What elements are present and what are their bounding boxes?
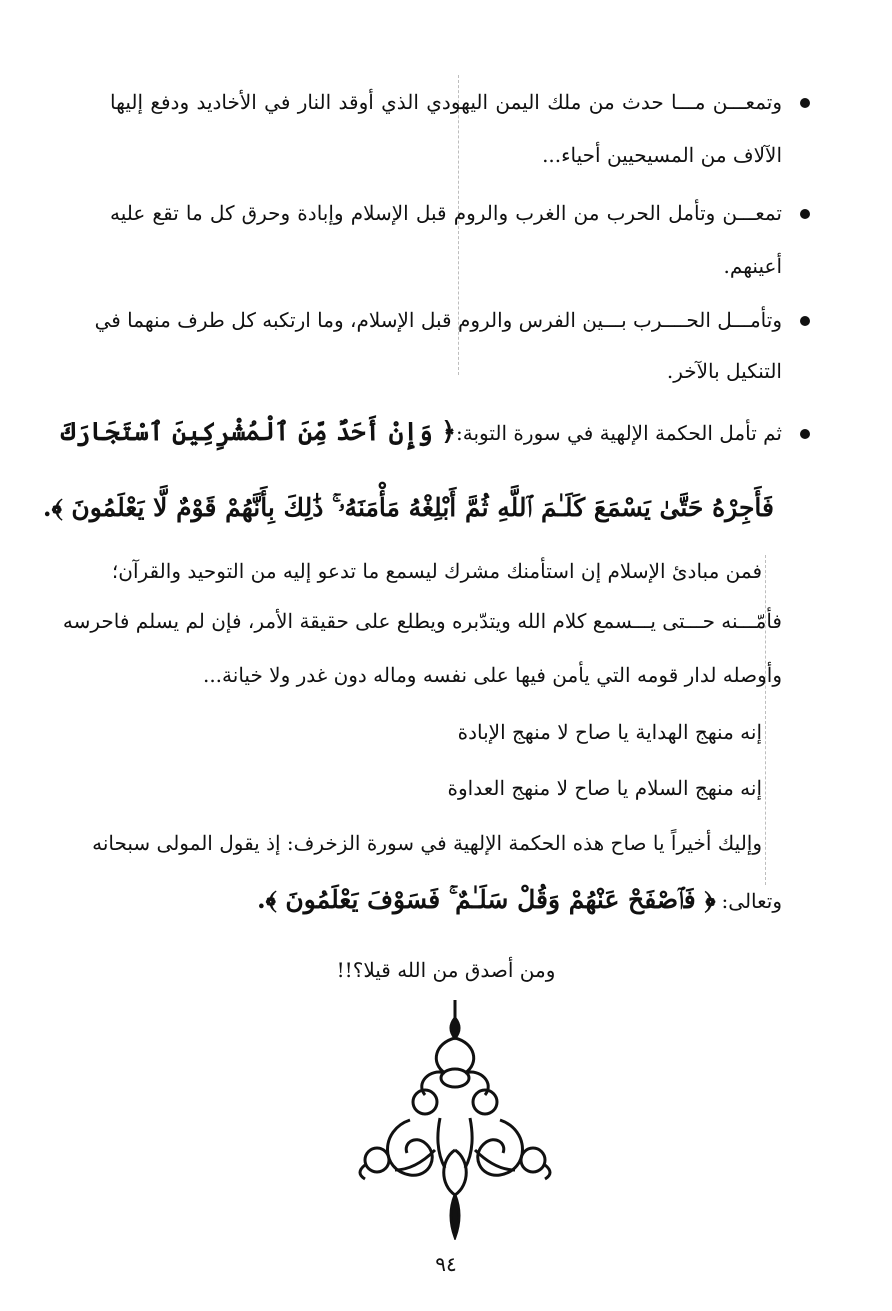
bullet-dot xyxy=(800,429,810,439)
bullet-dot xyxy=(800,209,810,219)
bullet-dot xyxy=(800,98,810,108)
paragraph-line: وتأمـــل الحــــرب بـــين الفرس والروم قبل الإسلام، وما ارتكبه كل طرف منهما في xyxy=(94,308,782,332)
paragraph-line: فمن مبادئ الإسلام إن استأمنك مشرك ليسمع ما تدعو إليه من التوحيد والقرآن؛ xyxy=(111,559,762,583)
paragraph-line: وإليك أخيراً يا صاح هذه الحكمة الإلهية في سورة الزخرف: إذ يقول المولى سبحانه xyxy=(92,831,762,855)
verse-intro-text: وتعالى: xyxy=(721,889,782,913)
paragraph-line: وأوصله لدار قومه التي يأمن فيها على نفسه وماله دون غدر ولا خيانة... xyxy=(202,663,782,687)
paragraph-line: فأمّـــنه حـــتى يـــسمع كلام الله ويتدّبره ويطلع على حقيقة الأمر، فإن لم يسلم فاحرسه xyxy=(62,609,782,633)
paragraph-line: تمعـــن وتأمل الحرب من الغرب والروم قبل الإسلام وإبادة وحرق كل ما تقع عليه xyxy=(110,201,782,225)
floral-ornament-icon xyxy=(355,1000,555,1240)
paragraph-line: الآلاف من المسيحيين أحياء... xyxy=(542,143,782,167)
paragraph-line: التنكيل بالآخر. xyxy=(666,359,782,383)
paragraph-line: إنه منهج الهداية يا صاح لا منهج الإبادة xyxy=(457,720,762,744)
verse-intro-line xyxy=(110,880,782,920)
bullet-dot xyxy=(800,316,810,326)
quran-verse: ﴿ وَإِنْ أَحَدٌ مِّنَ ٱلْمُشْرِكِينَ ٱسْتَجَارَكَ xyxy=(60,417,457,446)
closing-line: ومن أصدق من الله قيلا؟!! xyxy=(336,958,556,982)
paragraph-line: أعينهم. xyxy=(723,254,782,278)
paragraph-line: إنه منهج السلام يا صاح لا منهج العداوة xyxy=(447,776,762,800)
verse-intro-text: ثم تأمل الحكمة الإلهية في سورة التوبة: xyxy=(456,421,782,445)
verse-intro-line xyxy=(60,412,782,452)
page-number: ٩٤ xyxy=(435,1252,457,1276)
quran-verse: فَأَجِرْهُ حَتَّىٰ يَسْمَعَ كَلَـٰمَ ٱللَّهِ ثُمَّ أَبْلِغْهُ مَأْمَنَهُۥ ۚ ذَٰلِكَ بِأَنَّهُمْ قَوْمٌ لَّا يَعْلَمُونَ ﴾. xyxy=(42,493,774,522)
quran-verse: ﴿ فَٱصْفَحْ عَنْهُمْ وَقُلْ سَلَـٰمٌ ۚ فَسَوْفَ يَعْلَمُونَ ﴾. xyxy=(256,885,716,914)
scan-gutter-line xyxy=(765,555,766,885)
paragraph-line: وتمعـــن مـــا حدث من ملك اليمن اليهودي الذي أوقد النار في الأخاديد ودفع إليها xyxy=(110,90,782,114)
